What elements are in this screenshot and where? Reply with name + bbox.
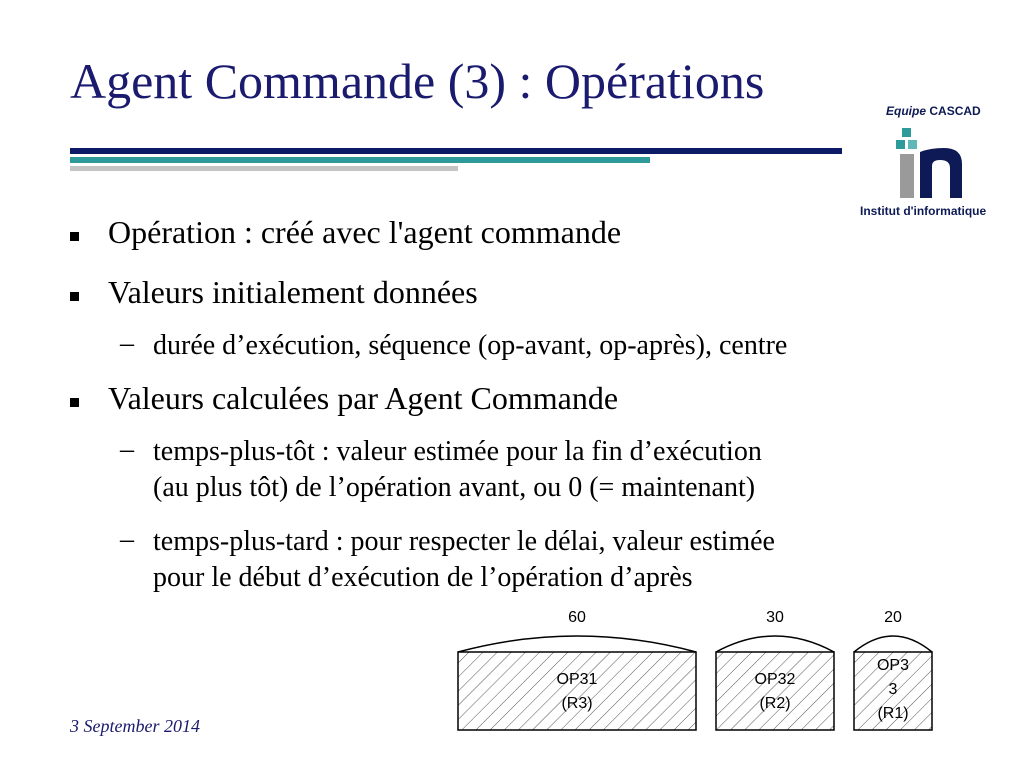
operation-op32 <box>716 609 834 730</box>
sub-bullet-line: temps-plus-tôt : valeur estimée pour la fin d’exécution <box>153 436 762 467</box>
dash-bullet-icon: – <box>120 524 134 555</box>
duration-arc <box>716 636 834 652</box>
duration-arc <box>854 636 932 652</box>
sub-bullet-text <box>153 434 762 506</box>
footer-date: 3 September 2014 <box>70 716 200 736</box>
slide-title: Agent Commande (3) : Opérations <box>70 53 765 109</box>
title-rule-gray <box>70 166 458 171</box>
sub-bullet-text <box>153 524 775 596</box>
sub-bullet-line: pour le début d’exécution de l’opération d’après <box>153 562 693 593</box>
dash-bullet-icon: – <box>120 328 134 359</box>
operation-duration-label: 30 <box>766 609 784 626</box>
operation-label-cont: 3 <box>888 681 898 698</box>
operation-resource: (R3) <box>561 695 593 712</box>
sub-bullet-line: temps-plus-tard : pour respecter le délai, valeur estimée <box>153 526 775 557</box>
square-bullet-icon <box>70 398 79 407</box>
operation-label: OP31 <box>556 671 598 688</box>
operation-resource: (R2) <box>759 695 791 712</box>
duration-arc <box>458 636 696 652</box>
square-bullet-icon <box>70 292 79 301</box>
operation-box <box>716 652 834 730</box>
operation-box <box>458 652 696 730</box>
operation-duration-label: 20 <box>884 609 902 626</box>
square-bullet-icon <box>70 232 79 241</box>
operation-duration-label: 60 <box>568 609 586 626</box>
bullet-text: Valeurs calculées par Agent Commande <box>108 380 619 416</box>
logo-institute-label: Institut d'informatique <box>860 204 987 218</box>
title-rule-teal <box>70 157 650 163</box>
logo-mark-icon <box>896 124 976 202</box>
logo-team-label <box>886 104 981 118</box>
logo-team-prefix: Equipe <box>886 104 927 118</box>
operation-op31 <box>458 609 696 730</box>
dash-bullet-icon: – <box>120 434 134 465</box>
bullet-text: Opération : créé avec l'agent commande <box>108 214 622 250</box>
sub-bullet-text: durée d’exécution, séquence (op-avant, op-après), centre <box>153 330 788 361</box>
sub-bullet-line: (au plus tôt) de l’opération avant, ou 0 (= maintenant) <box>153 472 756 503</box>
operation-label: OP3 <box>876 657 910 674</box>
operation-resource: (R1) <box>877 705 909 722</box>
title-rule-navy <box>70 148 842 154</box>
logo-team-name: CASCAD <box>929 104 981 118</box>
operations-diagram <box>450 600 950 740</box>
institute-logo <box>856 104 1018 228</box>
bullet-text: Valeurs initialement données <box>108 274 478 310</box>
operation-label: OP32 <box>754 671 796 688</box>
operation-op33 <box>854 609 932 730</box>
